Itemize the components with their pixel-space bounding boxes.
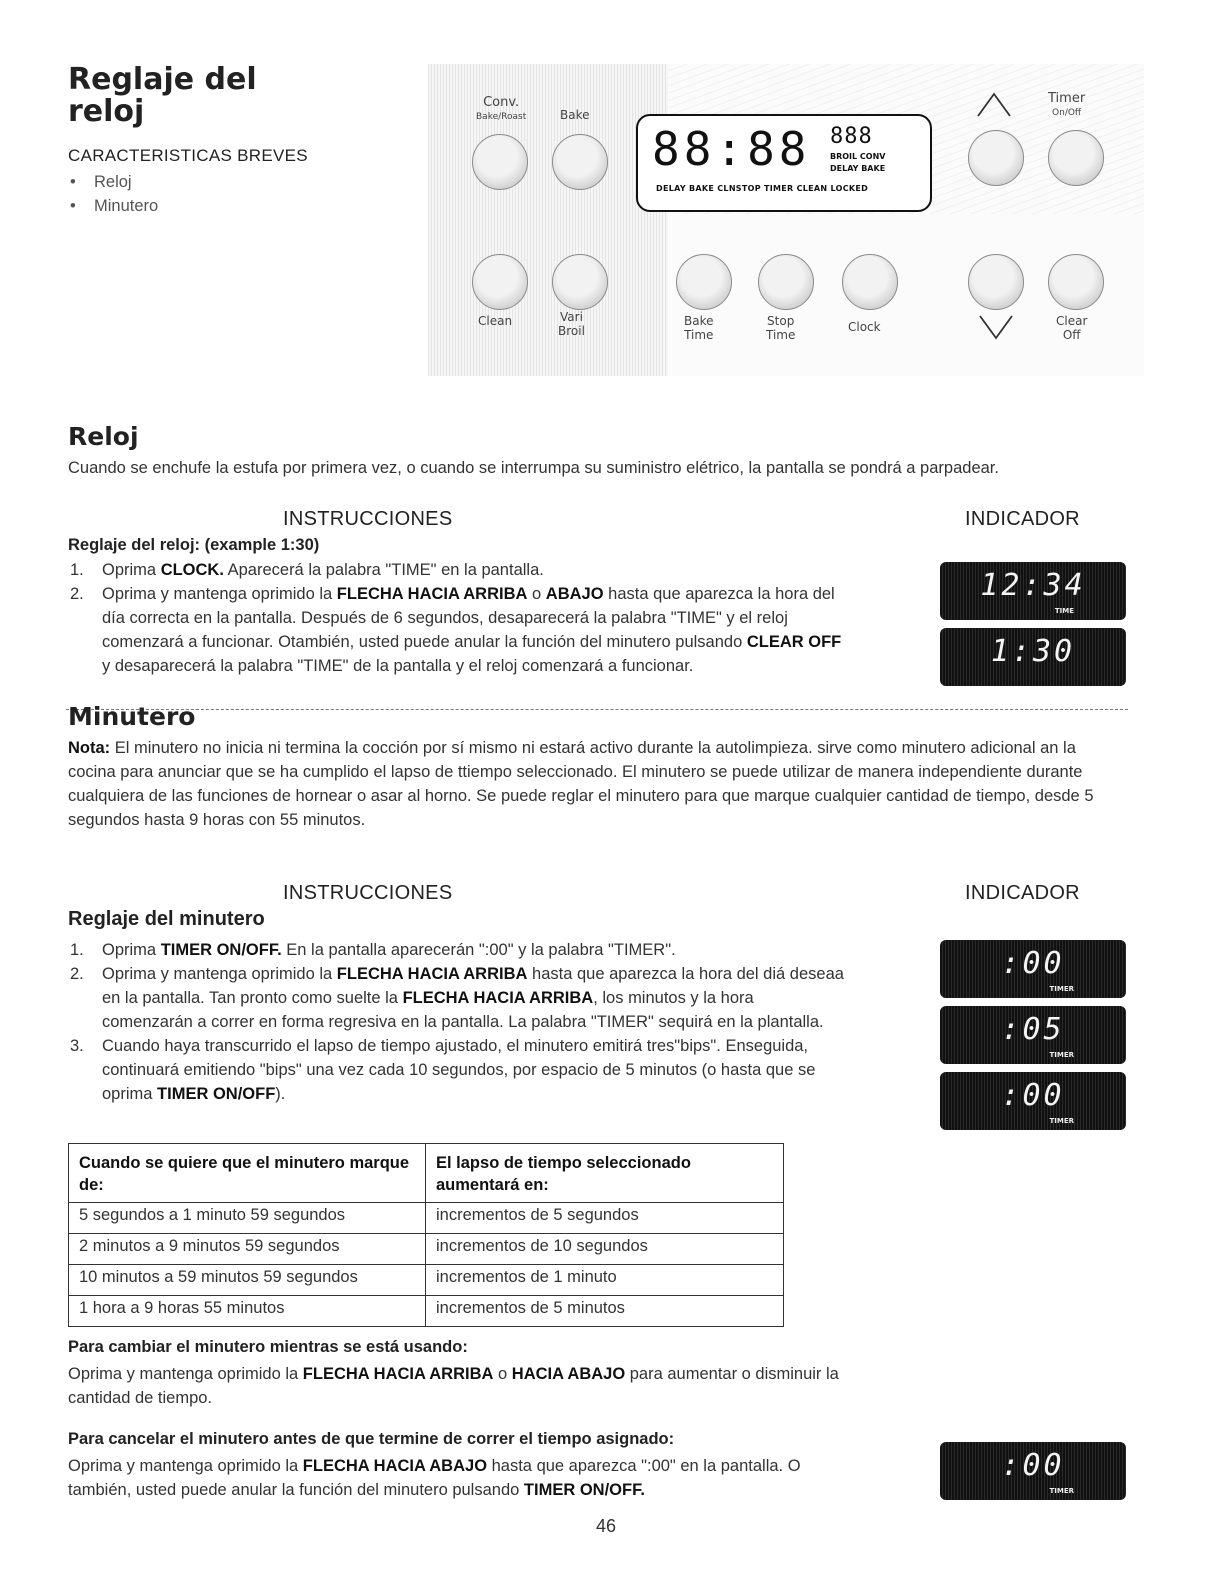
list-item: 3. Cuando haya transcurrido el lapso de tiempo ajustado, el minutero emitirá tres"bips". Enseguida, continuará emitiendo "bips" una vez cada 10 segundos, por espacio de 5 minutos (o hasta que se oprima TIMER ON/OFF). bbox=[70, 1037, 816, 1103]
reloj-indicator-heading: INDICADOR bbox=[965, 508, 1080, 530]
reloj-intro: Cuando se enchufe la estufa por primera vez, o cuando se interrumpa su suministro elétrico, la pantalla se pondrá a parpadear. bbox=[68, 459, 999, 477]
indicator-display: :00 TIMER bbox=[940, 940, 1126, 998]
title-line-1: Reglaje del bbox=[68, 62, 257, 97]
minutero-indicator-heading: INDICADOR bbox=[965, 882, 1080, 904]
up-arrow-icon bbox=[974, 88, 1014, 120]
reloj-title: Reloj bbox=[68, 422, 139, 451]
table-row: 5 segundos a 1 minuto 59 segundos incrementos de 5 segundos bbox=[69, 1203, 784, 1234]
conv-label: Conv. Bake/Roast bbox=[476, 95, 527, 122]
lcd-row-2: DELAY BAKE bbox=[830, 164, 886, 173]
bake-label: Bake bbox=[560, 108, 590, 122]
stop-time-label: Stop Time bbox=[766, 314, 796, 342]
indicator-display: 1:30 bbox=[940, 628, 1126, 686]
indicator-display: :05 TIMER bbox=[940, 1006, 1126, 1064]
minutero-note: Nota: El minutero no inicia ni termina la cocción por sí mismo ni estará activo durante la autolimpieza. sirve como minutero adicional an la cocina para anunciar que se ha cumplido el lapso de ttiempo seleccionado. El minutero se puede utilizar de manera independiente durante cualquiera de las funciones de hornear o asar al horno. Se puede reglar el minutero para que marque cualquier cantidad de tiempo, desde 5 segundos hasta 9 horas con 55 minutos. bbox=[68, 739, 1094, 829]
down-arrow-button[interactable] bbox=[968, 254, 1024, 310]
page-title bbox=[68, 64, 257, 128]
clean-button[interactable] bbox=[472, 254, 528, 310]
bake-time-button[interactable] bbox=[676, 254, 732, 310]
change-timer-text: Oprima y mantenga oprimido la FLECHA HACIA ARRIBA o HACIA ABAJO para aumentar o disminuir la cantidad de tiempo. bbox=[68, 1365, 839, 1407]
vari-broil-label: Vari Broil bbox=[558, 310, 585, 338]
lcd-digits: 88:88 bbox=[652, 122, 811, 176]
up-arrow-button[interactable] bbox=[968, 130, 1024, 186]
features-heading: CARACTERISTICAS BREVES bbox=[68, 146, 308, 165]
clean-label: Clean bbox=[478, 314, 513, 328]
indicator-display: :00 TIMER bbox=[940, 1072, 1126, 1130]
reloj-instructions-heading: INSTRUCCIONES bbox=[283, 508, 453, 530]
indicator-display: :00 TIMER bbox=[940, 1442, 1126, 1500]
indicator-display: 12:34 TIME bbox=[940, 562, 1126, 620]
features-list bbox=[70, 170, 158, 218]
lcd-small-digits: 888 bbox=[830, 124, 873, 149]
control-panel-illustration bbox=[428, 64, 1144, 376]
clock-label: Clock bbox=[848, 320, 881, 334]
reloj-subheading: Reglaje del reloj: (example 1:30) bbox=[68, 536, 320, 554]
section-divider bbox=[66, 709, 1128, 710]
lcd-row-1: BROIL CONV bbox=[830, 152, 886, 161]
lcd-bottom-row: DELAY BAKE CLNSTOP TIMER CLEAN LOCKED bbox=[656, 184, 869, 193]
list-item: 1. Oprima TIMER ON/OFF. En la pantalla aparecerán ":00" y la palabra "TIMER". bbox=[70, 941, 676, 959]
down-arrow-icon bbox=[976, 312, 1016, 342]
clear-off-button[interactable] bbox=[1048, 254, 1104, 310]
stop-time-button[interactable] bbox=[758, 254, 814, 310]
reloj-steps bbox=[68, 558, 848, 678]
minutero-subheading: Reglaje del minutero bbox=[68, 908, 265, 930]
table-header-cell: Cuando se quiere que el minutero marque de: bbox=[69, 1144, 426, 1203]
cancel-timer-text: Oprima y mantenga oprimido la FLECHA HACIA ABAJO hasta que aparezca ":00" en la pantalla. O también, usted puede anular la función del minutero pulsando TIMER ON/OFF. bbox=[68, 1457, 801, 1499]
clear-off-label: Clear Off bbox=[1056, 314, 1088, 342]
list-item: 2. Oprima y mantenga oprimido la FLECHA HACIA ARRIBA o ABAJO hasta que aparezca la hora del día correcta en la pantalla. Después de 6 segundos, desaparecerá la palabra "TIME" y el reloj comenzará a funcionar. Otambién, usted puede anular la función del minutero pulsando CLEAR OFF y desaparecerá la palabra "TIME" de la pantalla y el reloj comenzará a funcionar. bbox=[70, 585, 842, 675]
cancel-timer-heading: Para cancelar el minutero antes de que termine de correr el tiempo asignado: bbox=[68, 1430, 675, 1448]
table-header-cell: El lapso de tiempo seleccionado aumentará en: bbox=[426, 1144, 784, 1203]
table-row: 10 minutos a 59 minutos 59 segundos incrementos de 1 minuto bbox=[69, 1265, 784, 1296]
timer-increments-table bbox=[68, 1143, 784, 1327]
table-row: 1 hora a 9 horas 55 minutos incrementos de 5 minutos bbox=[69, 1296, 784, 1327]
list-item: • Reloj bbox=[70, 173, 132, 191]
bake-button[interactable] bbox=[552, 134, 608, 190]
table-row: 2 minutos a 9 minutos 59 segundos incrementos de 10 segundos bbox=[69, 1234, 784, 1265]
table-header-row bbox=[69, 1144, 784, 1203]
timer-on-off-button[interactable] bbox=[1048, 130, 1104, 186]
lcd-display bbox=[636, 114, 932, 212]
timer-label: Timer On/Off bbox=[1048, 91, 1086, 118]
vari-broil-button[interactable] bbox=[552, 254, 608, 310]
conv-bake-roast-button[interactable] bbox=[472, 134, 528, 190]
change-timer-heading: Para cambiar el minutero mientras se está usando: bbox=[68, 1338, 468, 1356]
minutero-steps bbox=[68, 938, 848, 1106]
minutero-instructions-heading: INSTRUCCIONES bbox=[283, 882, 453, 904]
page-number: 46 bbox=[595, 1516, 617, 1536]
bake-time-label: Bake Time bbox=[684, 314, 714, 342]
list-item: • Minutero bbox=[70, 197, 159, 215]
minutero-title: Minutero bbox=[68, 702, 196, 731]
title-line-2: reloj bbox=[68, 94, 145, 129]
list-item: 2. Oprima y mantenga oprimido la FLECHA HACIA ARRIBA hasta que aparezca la hora del diá deseaa en la pantalla. Tan pronto como suelte la FLECHA HACIA ARRIBA, los minutos y la hora comenzarán a correr en forma regresiva en la pantalla. La palabra "TIMER" sequirá en la plantalla. bbox=[70, 965, 844, 1031]
list-item: 1. Oprima CLOCK. Aparecerá la palabra "TIME" en la pantalla. bbox=[70, 561, 544, 579]
clock-button[interactable] bbox=[842, 254, 898, 310]
